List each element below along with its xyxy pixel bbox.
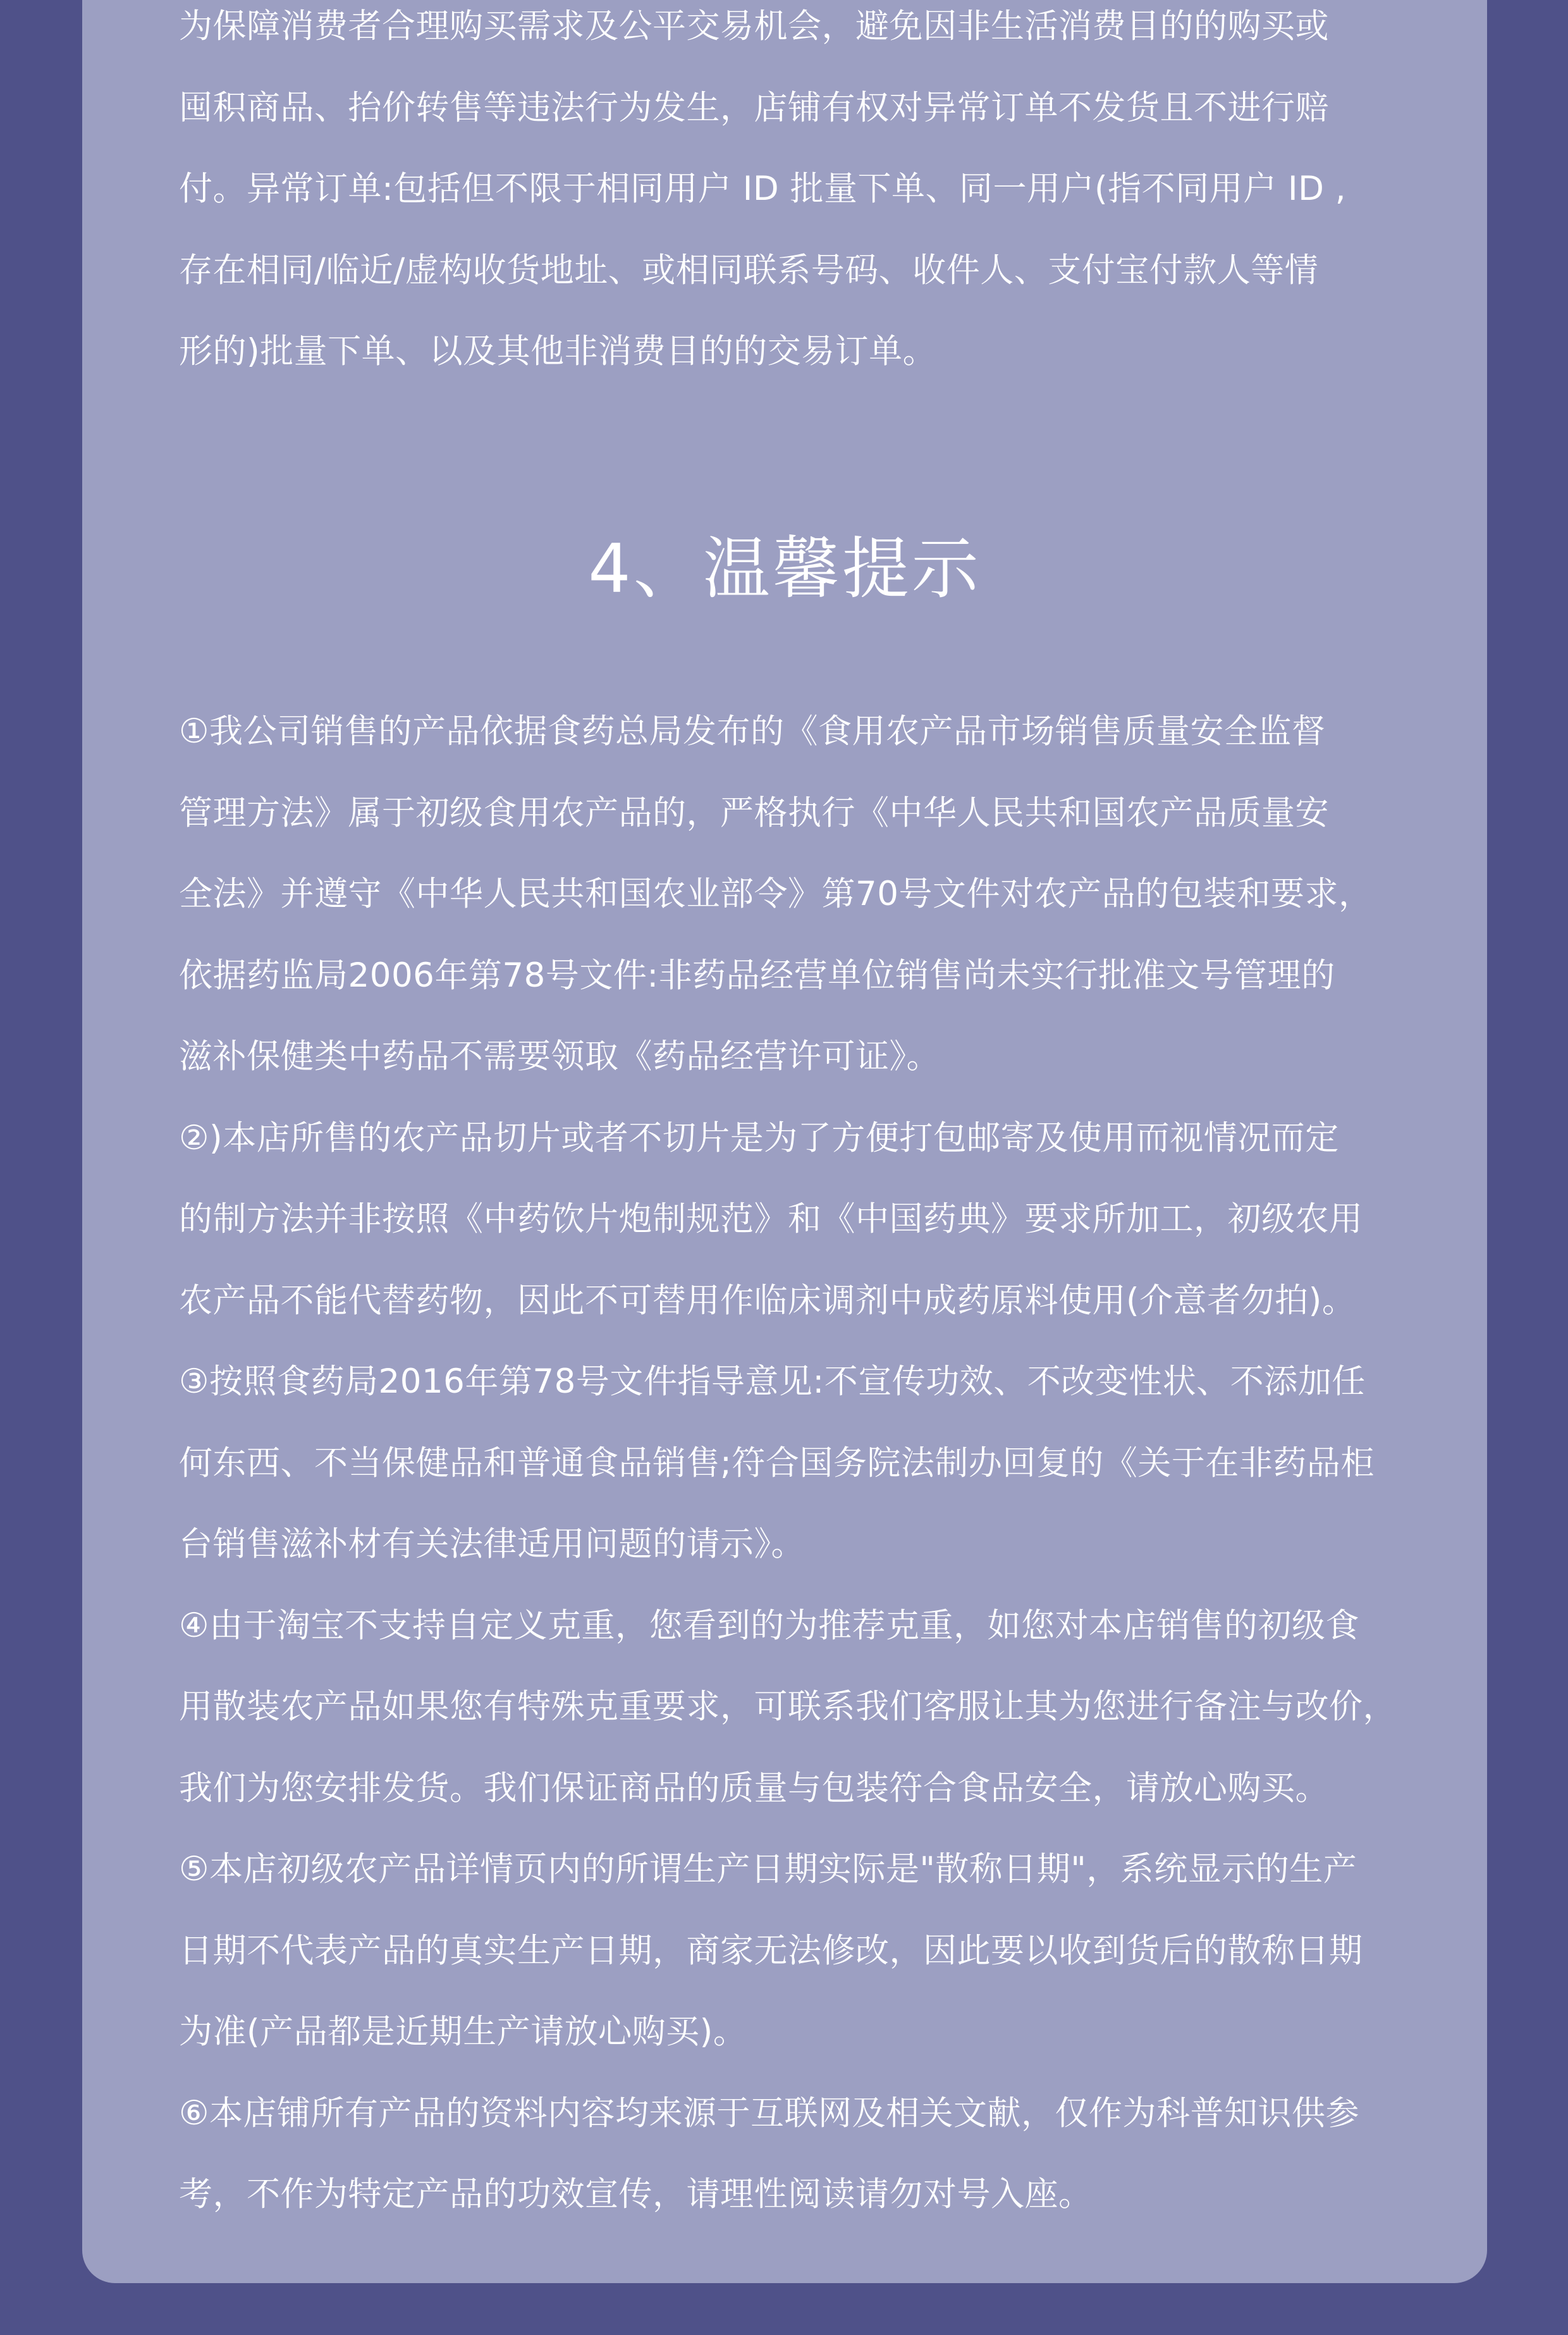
notice-line: 为保障消费者合理购买需求及公平交易机会，避免因非生活消费目的的购买或 [179,7,1329,46]
tip-line: 滋补保健类中药品不需要领取《药品经营许可证》。 [179,1037,940,1076]
tip-line: ③按照食药局2016年第78号文件指导意见:不宣传功效、不改变性状、不添加任 [179,1362,1366,1401]
tip-line: 全法》并遵守《中华人民共和国农业部令》第70号文件对农产品的包装和要求， [179,875,1373,913]
tip-line: 依据药监局2006年第78号文件:非药品经营单位销售尚未实行批准文号管理的 [179,956,1335,995]
notice-line: 存在相同/临近/虚构收货地址、或相同联系号码、收件人、支付宝付款人等情 [179,250,1319,290]
tip-line: ⑤本店初级农产品详情页内的所谓生产日期实际是"散称日期"，系统显示的生产 [179,1850,1357,1888]
tip-line: 为准(产品都是近期生产请放心购买)。 [179,2012,747,2051]
tip-line: 日期不代表产品的真实生产日期，商家无法修改，因此要以收到货后的散称日期 [179,1931,1363,1970]
tip-line: ⑥本店铺所有产品的资料内容均来源于互联网及相关文献，仅作为科普知识供参 [179,2093,1360,2133]
abnormal-order-notice [179,0,1462,393]
tip-line: 我们为您安排发货。我们保证商品的质量与包装符合食品安全，请放心购买。 [179,1768,1329,1808]
tip-line: 用散装农产品如果您有特殊克重要求，可联系我们客服让其为您进行备注与改价， [179,1687,1397,1726]
notice-line: 形的)批量下单、以及其他非消费目的的交易订单。 [179,332,937,371]
tip-line: ④由于淘宝不支持自定义克重，您看到的为推荐克重，如您对本店销售的初级食 [179,1606,1360,1645]
tip-line: 管理方法》属于初级食用农产品的，严格执行《中华人民共和国农产品质量安 [179,793,1329,832]
tip-line: ①我公司销售的产品依据食药总局发布的《食用农产品市场销售质量安全监督 [179,712,1326,751]
tip-line: 的制方法并非按照《中药饮片炮制规范》和《中国药典》要求所加工，初级农用 [179,1200,1363,1238]
tips-list [179,691,1462,2236]
notice-line: 囤积商品、抬价转售等违法行为发生，店铺有权对异常订单不发货且不进行赔 [179,88,1329,127]
section-title: 4、温馨提示 [588,530,981,608]
tip-line: 何东西、不当保健品和普通食品销售;符合国务院法制办回复的《关于在非药品柜 [179,1443,1375,1482]
notice-line: 付。异常订单:包括但不限于相同用户 ID 批量下单、同一用户(指不同用户 ID , [179,169,1347,208]
tip-line: 台销售滋补材有关法律适用问题的请示》。 [179,1525,805,1563]
tip-line: 农产品不能代替药物，因此不可替用作临床调剂中成药原料使用(介意者勿拍)。 [179,1281,1356,1320]
tip-line: ②)本店所售的农产品切片或者不切片是为了方便打包邮寄及使用而视情况而定 [179,1118,1339,1157]
tip-line: 考，不作为特定产品的功效宣传，请理性阅读请勿对号入座。 [179,2175,1093,2214]
